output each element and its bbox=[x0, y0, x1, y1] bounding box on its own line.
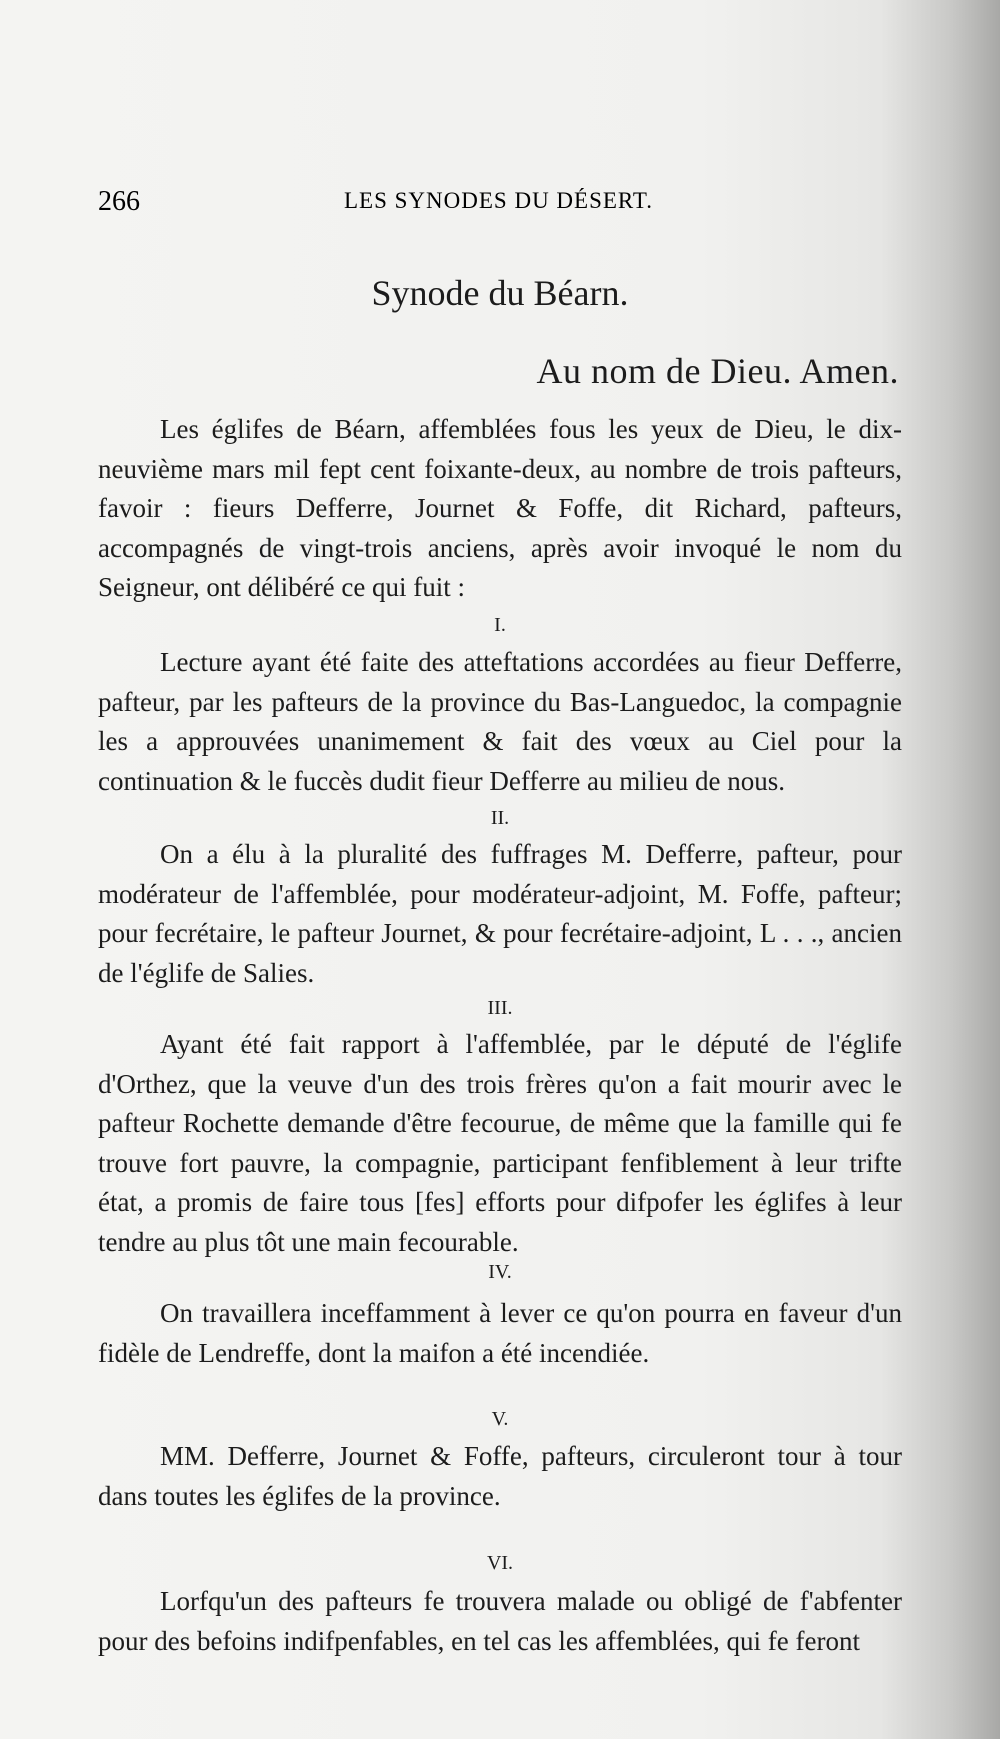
article-text: On a élu à la pluralité des fuffrages M. Defferre, pafteur, pour modérateur de l'affemblée, pour modérateur-adjoint, M. Foffe, pafteur; pour fecrétaire, le pafteur Journet, & pour fecrétaire-adjoint, L . . ., ancien de l'églife de Salies. bbox=[98, 839, 902, 988]
page-number: 266 bbox=[98, 186, 140, 217]
article-text: On travaillera inceffamment à lever ce qu'on pourra en faveur d'un fidèle de Lendreffe, dont la maifon a été incendiée. bbox=[98, 1298, 902, 1368]
article-numeral: III. bbox=[487, 997, 513, 1019]
article-numeral: I. bbox=[494, 614, 506, 636]
article-numeral: V. bbox=[491, 1408, 509, 1430]
running-title: LES SYNODES DU DÉSERT. bbox=[344, 188, 653, 213]
invocation-line: Au nom de Dieu. Amen. bbox=[536, 351, 899, 391]
article-text: Ayant été fait rapport à l'affemblée, par le député de l'églife d'Orthez, que la veuve d'un des trois frères qu'on a fait mourir avec le pafteur Rochette demande d'être fecourue, de même que la famille qui fe trouve fort pauvre, la compagnie, participant fenfiblement à leur trifte état, a promis de faire tous [fes] efforts pour difpofer les églifes à leur tendre au plus tôt une main fecourable. bbox=[98, 1029, 902, 1257]
article-text: MM. Defferre, Journet & Foffe, pafteurs, circuleront tour à tour dans toutes les églifes de la province. bbox=[98, 1441, 902, 1511]
section-title: Synode du Béarn. bbox=[371, 273, 629, 313]
intro-paragraph: Les églifes de Béarn, affemblées fous les yeux de Dieu, le dix-neuvième mars mil fept cent foixante-deux, au nombre de trois pafteurs, favoir : fieurs Defferre, Journet & Foffe, dit Richard, pafteurs, accompagnés de vingt-trois anciens, après avoir invoqué le nom du Seigneur, ont délibéré ce qui fuit : bbox=[98, 414, 902, 602]
article-numeral: II. bbox=[490, 807, 510, 829]
article-numeral: IV. bbox=[488, 1261, 512, 1283]
article-text: Lorfqu'un des pafteurs fe trouvera malade ou obligé de f'abfenter pour des befoins indifpenfables, en tel cas les affemblées, qui fe feront bbox=[98, 1586, 902, 1656]
article-numeral: VI. bbox=[486, 1552, 514, 1574]
article-text: Lecture ayant été faite des atteftations accordées au fieur Defferre, pafteur, par les pafteurs de la province du Bas-Languedoc, la compagnie les a approuvées unanimement & fait des vœux au Ciel pour la continuation & le fuccès dudit fieur Defferre au milieu de nous. bbox=[98, 647, 902, 796]
running-header bbox=[98, 186, 680, 220]
